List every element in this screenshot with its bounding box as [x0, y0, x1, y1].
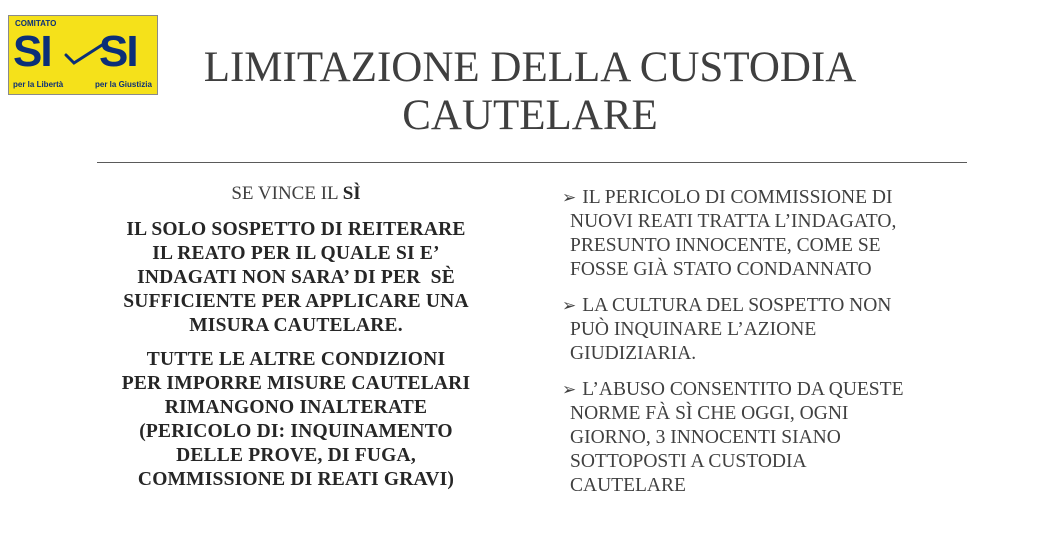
text-line: LA CULTURA DEL SOSPETTO NON [582, 295, 892, 316]
text-line: SOTTOPOSTI A CUSTODIA [570, 451, 807, 472]
logo-check-swoosh-icon [64, 43, 104, 67]
text-line: IL REATO PER IL QUALE SI E’ [152, 243, 440, 264]
left-heading [90, 182, 502, 206]
left-paragraph-2 [90, 348, 502, 492]
text-line: GIORNO, 3 INNOCENTI SIANO [570, 427, 841, 448]
title-line-1: LIMITAZIONE DELLA CUSTODIA [203, 44, 857, 91]
text-line: IL SOLO SOSPETTO DI REITERARE [126, 219, 466, 240]
left-paragraph-1 [90, 218, 502, 338]
arrow-bullet-icon: ➢ [562, 380, 577, 400]
comitato-si-logo [8, 15, 158, 95]
arrow-bullet-icon: ➢ [562, 296, 577, 316]
text-line: IL PERICOLO DI COMMISSIONE DI [582, 187, 893, 208]
text-line: COMMISSIONE DI REATI GRAVI) [137, 469, 455, 490]
text-line: MISURA CAUTELARE. [189, 315, 403, 336]
bullet-item-3 [562, 378, 982, 498]
text-line: GIUDIZIARIA. [570, 343, 697, 364]
right-column [562, 186, 982, 510]
page-title [160, 44, 900, 140]
left-heading-prefix: SE VINCE IL [231, 183, 343, 204]
logo-right-caption: per la Giustizia [95, 80, 152, 89]
text-line: PRESUNTO INNOCENTE, COME SE [570, 235, 881, 256]
text-line: SUFFICIENTE PER APPLICARE UNA [123, 291, 469, 312]
text-line: (PERICOLO DI: INQUINAMENTO [139, 421, 453, 442]
bullet-item-1 [562, 186, 982, 282]
text-line: INDAGATI NON SARA’ DI PER SÈ [137, 267, 455, 288]
left-column [90, 182, 502, 502]
text-line: L’ABUSO CONSENTITO DA QUESTE [582, 379, 904, 400]
logo-left-caption: per la Libertà [13, 80, 64, 89]
text-line: RIMANGONO INALTERATE [164, 397, 428, 418]
text-line: FOSSE GIÀ STATO CONDANNATO [570, 259, 872, 280]
title-divider [97, 162, 967, 163]
title-line-2: CAUTELARE [402, 92, 658, 139]
bullet-item-2 [562, 294, 982, 366]
text-line: PUÒ INQUINARE L’AZIONE [570, 319, 817, 340]
text-line: NUOVI REATI TRATTA L’INDAGATO, [570, 211, 897, 232]
text-line: NORME FÀ SÌ CHE OGGI, OGNI [570, 403, 849, 424]
text-line: TUTTE LE ALTRE CONDIZIONI [146, 349, 446, 370]
logo-left-word: SI [13, 27, 51, 76]
text-line: CAUTELARE [570, 475, 686, 496]
left-heading-bold: SÌ [342, 183, 361, 204]
arrow-bullet-icon: ➢ [562, 188, 577, 208]
logo-right-word: SI [99, 27, 137, 76]
text-line: DELLE PROVE, DI FUGA, [176, 445, 416, 466]
logo-top-text: COMITATO [15, 19, 57, 28]
text-line: PER IMPORRE MISURE CAUTELARI [121, 373, 471, 394]
